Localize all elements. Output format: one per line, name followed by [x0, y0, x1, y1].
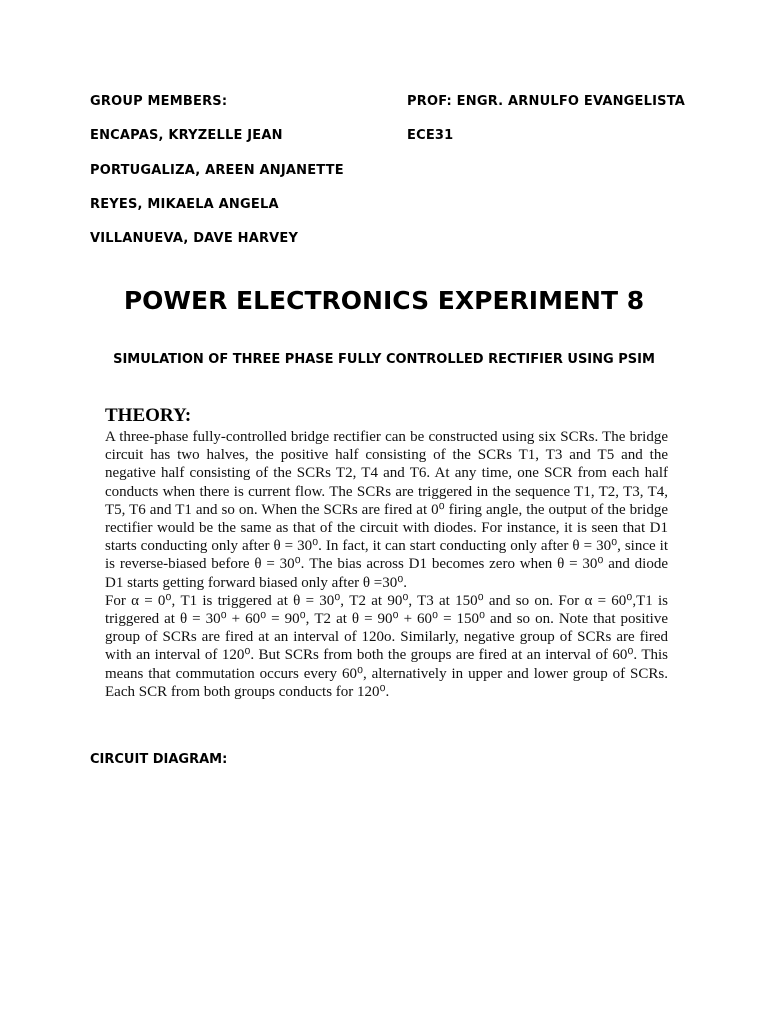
member-name: REYES, MIKAELA ANGELA	[90, 197, 279, 212]
group-members-label: GROUP MEMBERS:	[90, 94, 228, 109]
document-title: POWER ELECTRONICS EXPERIMENT 8	[123, 286, 645, 315]
member-name: VILLANUEVA, DAVE HARVEY	[90, 231, 299, 246]
professor-label: PROF: ENGR. ARNULFO EVANGELISTA	[407, 94, 686, 109]
member-name: ENCAPAS, KRYZELLE JEAN	[90, 128, 283, 143]
course-code: ECE31	[407, 128, 454, 143]
theory-paragraph: A three-phase fully-controlled bridge rectifier can be constructed using six SCRs. The bridge circuit has two halves, the positive half consisting of the SCRs T1, T3 and T5 and the negative half consisting of the SCRs T2, T4 and T6. At any time, one SCR from each half conducts when there is current flow. The SCRs are triggered in the sequence T1, T2, T3, T4, T5, T6 and T1 and so on. When the SCRs are fired at 0⁰ firing angle, the output of the bridge rectifier would be the same as that of the circuit with diodes. For instance, it is seen that D1 starts conducting only after θ = 30⁰. In fact, it can start conducting only after θ = 30⁰, since it is reverse-biased before θ = 30⁰. The bias across D1 becomes zero when θ = 30⁰ and diode D1 starts getting forward biased only after θ =30⁰.	[105, 429, 668, 591]
document-subtitle: SIMULATION OF THREE PHASE FULLY CONTROLLED RECTIFIER USING PSIM	[113, 352, 655, 367]
theory-paragraph: For α = 0⁰, T1 is triggered at θ = 30⁰, T2 at 90⁰, T3 at 150⁰ and so on. For α = 60⁰,T1 is triggered at θ = 30⁰ + 60⁰ = 90⁰, T2 at θ = 90⁰ + 60⁰ = 150⁰ and so on. Note that positive group of SCRs are fired at an interval of 120o. Similarly, negative group of SCRs are fired with an interval of 120⁰. But SCRs from both the groups are fired at an interval of 60⁰. This means that commutation occurs every 60⁰, alternatively in upper and lower group of SCRs. Each SCR from both groups conducts for 120⁰.	[105, 592, 668, 700]
member-name: PORTUGALIZA, AREEN ANJANETTE	[90, 163, 344, 178]
theory-text	[105, 428, 668, 701]
circuit-diagram-label: CIRCUIT DIAGRAM:	[90, 752, 228, 767]
theory-heading: THEORY:	[105, 405, 192, 426]
